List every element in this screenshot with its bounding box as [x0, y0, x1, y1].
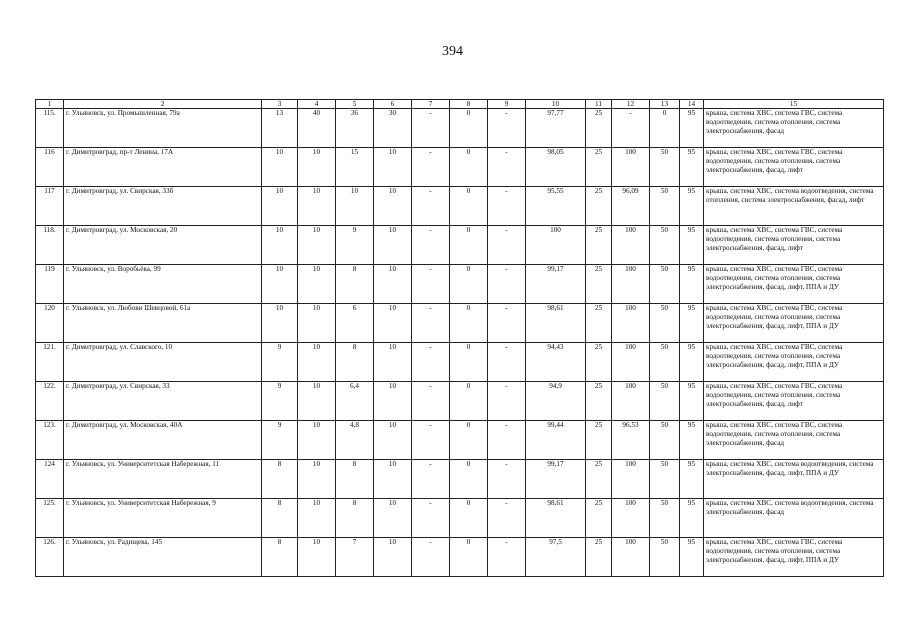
value-cell: - [488, 421, 526, 460]
value-cell: 10 [262, 187, 298, 226]
value-cell: 100 [612, 226, 650, 265]
value-cell: 25 [586, 226, 612, 265]
page-number: 394 [442, 44, 463, 59]
value-cell: 0 [450, 343, 488, 382]
column-header: 4 [298, 100, 336, 109]
value-cell: 4,8 [336, 421, 374, 460]
column-header: 15 [704, 100, 884, 109]
value-cell: - [412, 538, 450, 577]
value-cell: 25 [586, 304, 612, 343]
value-cell: 10 [374, 265, 412, 304]
value-cell: 10 [298, 499, 336, 538]
value-cell: 95 [680, 226, 704, 265]
address-cell: г. Ульяновск, ул. Университетская Набережная, 9 [64, 499, 262, 538]
value-cell: 96,09 [612, 187, 650, 226]
value-cell: 95 [680, 460, 704, 499]
value-cell: 25 [586, 538, 612, 577]
value-cell: - [488, 187, 526, 226]
value-cell: 95 [680, 538, 704, 577]
value-cell: 100 [612, 343, 650, 382]
table-row [36, 148, 884, 187]
registry-table [35, 99, 884, 577]
value-cell: 50 [650, 304, 680, 343]
value-cell: 100 [612, 382, 650, 421]
value-cell: - [488, 499, 526, 538]
value-cell: 10 [374, 460, 412, 499]
address-cell: г. Димитровград, ул. Славского, 10 [64, 343, 262, 382]
value-cell: 95 [680, 148, 704, 187]
value-cell: 0 [450, 226, 488, 265]
value-cell: 95 [680, 109, 704, 148]
works-cell: крыша, система ХВС, система водоотведения, система электроснабжения, фасад [704, 499, 884, 538]
value-cell: 100 [612, 304, 650, 343]
value-cell: 25 [586, 148, 612, 187]
value-cell: 6,4 [336, 382, 374, 421]
value-cell: 10 [262, 304, 298, 343]
works-cell: крыша, система ХВС, система водоотведения, система отопления, система электроснабжения, фасад, лифт [704, 187, 884, 226]
value-cell: 100 [612, 538, 650, 577]
value-cell: 15 [336, 148, 374, 187]
value-cell: 0 [450, 109, 488, 148]
table-row [36, 304, 884, 343]
value-cell: 0 [450, 460, 488, 499]
value-cell: 99,17 [526, 460, 586, 499]
value-cell: 0 [450, 382, 488, 421]
works-cell: крыша, система ХВС, система ГВС, система водоотведения, система отопления, система электроснабжения, фасад, лифт, ППА и ДУ [704, 343, 884, 382]
value-cell: 9 [336, 226, 374, 265]
value-cell: 95 [680, 421, 704, 460]
value-cell: 7 [336, 538, 374, 577]
value-cell: 10 [298, 382, 336, 421]
value-cell: 0 [450, 499, 488, 538]
value-cell: - [488, 109, 526, 148]
column-header: 14 [680, 100, 704, 109]
value-cell: 8 [262, 460, 298, 499]
value-cell: - [412, 109, 450, 148]
works-cell: крыша, система ХВС, система ГВС, система водоотведения, система отопления, система электроснабжения, фасад, лифт [704, 226, 884, 265]
row-number-cell: 123. [36, 421, 64, 460]
column-header: 3 [262, 100, 298, 109]
value-cell: 30 [374, 109, 412, 148]
value-cell: - [412, 421, 450, 460]
value-cell: - [488, 538, 526, 577]
value-cell: - [488, 304, 526, 343]
value-cell: 8 [336, 343, 374, 382]
value-cell: 10 [374, 343, 412, 382]
value-cell: 99,17 [526, 265, 586, 304]
value-cell: - [412, 187, 450, 226]
value-cell: - [612, 109, 650, 148]
value-cell: 95 [680, 304, 704, 343]
address-cell: г. Ульяновск, ул. Воробьёва, 99 [64, 265, 262, 304]
value-cell: 8 [336, 460, 374, 499]
value-cell: 95 [680, 265, 704, 304]
value-cell: 10 [374, 538, 412, 577]
value-cell: 50 [650, 460, 680, 499]
column-header: 8 [450, 100, 488, 109]
column-header: 2 [64, 100, 262, 109]
table-row [36, 187, 884, 226]
value-cell: 36 [336, 109, 374, 148]
address-cell: г. Ульяновск, ул. Радищева, 145 [64, 538, 262, 577]
value-cell: 6 [336, 304, 374, 343]
row-number-cell: 121. [36, 343, 64, 382]
value-cell: 25 [586, 187, 612, 226]
table-row [36, 265, 884, 304]
works-cell: крыша, система ХВС, система ГВС, система водоотведения, система отопления, система электроснабжения, фасад, лифт, ППА и ДУ [704, 304, 884, 343]
table-row [36, 538, 884, 577]
column-header: 1 [36, 100, 64, 109]
address-cell: г. Димитровград, ул. Московская, 40А [64, 421, 262, 460]
value-cell: 9 [262, 343, 298, 382]
table-row [36, 421, 884, 460]
row-number-cell: 126. [36, 538, 64, 577]
value-cell: 95 [680, 382, 704, 421]
address-cell: г. Ульяновск, ул. Университетская Набережная, 11 [64, 460, 262, 499]
value-cell: 50 [650, 226, 680, 265]
value-cell: 8 [336, 265, 374, 304]
address-cell: г. Димитровград, ул. Свирская, 33б [64, 187, 262, 226]
value-cell: - [412, 460, 450, 499]
table-row [36, 226, 884, 265]
value-cell: 10 [298, 538, 336, 577]
value-cell: - [412, 226, 450, 265]
column-header: 10 [526, 100, 586, 109]
row-number-cell: 116 [36, 148, 64, 187]
value-cell: 96,53 [612, 421, 650, 460]
value-cell: 10 [374, 499, 412, 538]
value-cell: 8 [336, 499, 374, 538]
works-cell: крыша, система ХВС, система ГВС, система водоотведения, система отопления, система электроснабжения, фасад, лифт [704, 382, 884, 421]
value-cell: 100 [612, 499, 650, 538]
value-cell: 10 [374, 148, 412, 187]
works-cell: крыша, система ХВС, система ГВС, система водоотведения, система отопления, система электроснабжения, фасад [704, 109, 884, 148]
table-body [36, 109, 884, 577]
value-cell: 25 [586, 265, 612, 304]
row-number-cell: 125. [36, 499, 64, 538]
value-cell: 25 [586, 499, 612, 538]
table-row [36, 343, 884, 382]
table-row [36, 499, 884, 538]
value-cell: 9 [262, 382, 298, 421]
value-cell: - [412, 148, 450, 187]
value-cell: 8 [262, 499, 298, 538]
value-cell: 99,44 [526, 421, 586, 460]
row-number-cell: 124 [36, 460, 64, 499]
value-cell: - [412, 343, 450, 382]
works-cell: крыша, система ХВС, система ГВС, система водоотведения, система отопления, система электроснабжения, фасад [704, 421, 884, 460]
column-header: 5 [336, 100, 374, 109]
value-cell: 0 [650, 109, 680, 148]
value-cell: 98,05 [526, 148, 586, 187]
value-cell: - [488, 148, 526, 187]
column-header: 7 [412, 100, 450, 109]
table-row [36, 109, 884, 148]
value-cell: 10 [298, 343, 336, 382]
value-cell: 10 [298, 421, 336, 460]
value-cell: 98,61 [526, 499, 586, 538]
value-cell: 94,9 [526, 382, 586, 421]
value-cell: 10 [262, 265, 298, 304]
value-cell: 10 [298, 226, 336, 265]
value-cell: 100 [612, 265, 650, 304]
value-cell: 50 [650, 382, 680, 421]
column-header: 12 [612, 100, 650, 109]
table-row [36, 460, 884, 499]
value-cell: 10 [336, 187, 374, 226]
row-number-cell: 117 [36, 187, 64, 226]
value-cell: 10 [374, 382, 412, 421]
value-cell: 10 [374, 304, 412, 343]
address-cell: г. Ульяновск, ул. Промышленная, 79а [64, 109, 262, 148]
value-cell: 0 [450, 304, 488, 343]
value-cell: 95 [680, 499, 704, 538]
row-number-cell: 122. [36, 382, 64, 421]
works-cell: крыша, система ХВС, система ГВС, система водоотведения, система отопления, система электроснабжения, фасад, лифт, ППА и ДУ [704, 538, 884, 577]
value-cell: 25 [586, 382, 612, 421]
table-row [36, 382, 884, 421]
works-cell: крыша, система ХВС, система ГВС, система водоотведения, система отопления, система электроснабжения, фасад, лифт [704, 148, 884, 187]
value-cell: 13 [262, 109, 298, 148]
value-cell: 10 [298, 187, 336, 226]
value-cell: 97,77 [526, 109, 586, 148]
value-cell: 10 [262, 226, 298, 265]
works-cell: крыша, система ХВС, система водоотведения, система электроснабжения, фасад, лифт, ППА и ДУ [704, 460, 884, 499]
value-cell: 98,61 [526, 304, 586, 343]
address-cell: г. Димитровград, пр-т Ленина, 17А [64, 148, 262, 187]
value-cell: 95,55 [526, 187, 586, 226]
value-cell: 0 [450, 265, 488, 304]
value-cell: 100 [612, 148, 650, 187]
value-cell: 100 [612, 460, 650, 499]
value-cell: 95 [680, 343, 704, 382]
value-cell: - [412, 304, 450, 343]
value-cell: - [488, 382, 526, 421]
value-cell: - [412, 265, 450, 304]
address-cell: г. Димитровград, ул. Свирская, 33 [64, 382, 262, 421]
value-cell: 10 [374, 187, 412, 226]
row-number-cell: 120 [36, 304, 64, 343]
column-header: 13 [650, 100, 680, 109]
value-cell: 10 [374, 226, 412, 265]
value-cell: 10 [298, 265, 336, 304]
value-cell: 50 [650, 538, 680, 577]
address-cell: г. Ульяновск, ул. Любови Шевцовой, 61а [64, 304, 262, 343]
value-cell: 50 [650, 187, 680, 226]
value-cell: 50 [650, 148, 680, 187]
value-cell: 0 [450, 538, 488, 577]
address-cell: г. Димитровград, ул. Московская, 20 [64, 226, 262, 265]
value-cell: 100 [526, 226, 586, 265]
value-cell: 0 [450, 421, 488, 460]
value-cell: 10 [298, 304, 336, 343]
value-cell: 95 [680, 187, 704, 226]
value-cell: 25 [586, 109, 612, 148]
column-header: 9 [488, 100, 526, 109]
value-cell: - [488, 265, 526, 304]
header-row [36, 100, 884, 109]
value-cell: 0 [450, 148, 488, 187]
value-cell: 10 [262, 148, 298, 187]
row-number-cell: 115. [36, 109, 64, 148]
row-number-cell: 119 [36, 265, 64, 304]
value-cell: 25 [586, 343, 612, 382]
value-cell: 25 [586, 460, 612, 499]
works-cell: крыша, система ХВС, система ГВС, система водоотведения, система отопления, система электроснабжения, фасад, лифт, ППА и ДУ [704, 265, 884, 304]
value-cell: - [412, 382, 450, 421]
value-cell: - [412, 499, 450, 538]
column-header: 11 [586, 100, 612, 109]
column-header: 6 [374, 100, 412, 109]
value-cell: 10 [298, 460, 336, 499]
value-cell: - [488, 343, 526, 382]
value-cell: 0 [450, 187, 488, 226]
value-cell: 8 [262, 538, 298, 577]
value-cell: 10 [298, 148, 336, 187]
value-cell: 10 [374, 421, 412, 460]
value-cell: 50 [650, 421, 680, 460]
value-cell: 25 [586, 421, 612, 460]
value-cell: 50 [650, 343, 680, 382]
value-cell: - [488, 226, 526, 265]
value-cell: 94,43 [526, 343, 586, 382]
value-cell: 40 [298, 109, 336, 148]
value-cell: 50 [650, 265, 680, 304]
value-cell: 9 [262, 421, 298, 460]
row-number-cell: 118. [36, 226, 64, 265]
value-cell: - [488, 460, 526, 499]
value-cell: 97,5 [526, 538, 586, 577]
value-cell: 50 [650, 499, 680, 538]
